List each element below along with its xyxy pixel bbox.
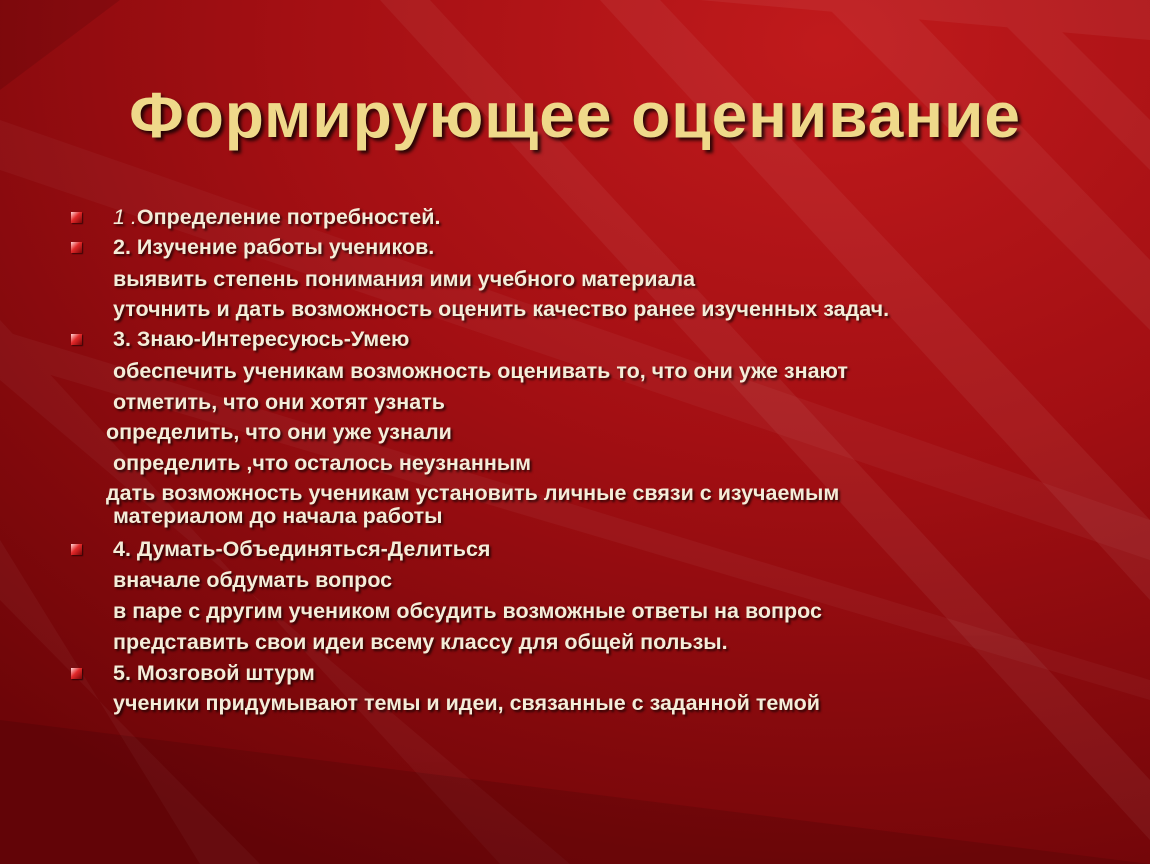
sub-item: вначале обдумать вопрос <box>113 568 393 592</box>
bullet-marker-4 <box>71 544 82 555</box>
sub-item: в паре с другим учеником обсудить возможные ответы на вопрос <box>113 599 822 623</box>
bullet-marker-3 <box>71 334 82 345</box>
bullet-item-2: 2. Изучение работы учеников. <box>113 235 435 259</box>
sub-item: уточнить и дать возможность оценить качество ранее изученных задач. <box>113 297 890 321</box>
sub-item: обеспечить ученикам возможность оценивать то, что они уже знают <box>113 359 848 383</box>
bullet-marker-5 <box>71 668 82 679</box>
sub-item: выявить степень понимания ими учебного материала <box>113 267 696 291</box>
bullet-text: Определение потребностей. <box>136 205 441 229</box>
bullet-number: 1 . <box>113 205 137 229</box>
slide-title: Формирующее оценивание <box>129 79 1021 151</box>
bullet-item-4: 4. Думать-Объединяться-Делиться <box>113 537 491 561</box>
sub-item: отметить, что они хотят узнать <box>113 390 445 414</box>
bullet-marker-1 <box>71 212 82 223</box>
bullet-item-5: 5. Мозговой штурм <box>113 661 315 685</box>
sub-item: дать возможность ученикам установить личные связи с изучаемым <box>106 481 840 505</box>
sub-item: определить ,что осталось неузнанным <box>113 451 532 475</box>
sub-item-continuation: материалом до начала работы <box>113 504 443 528</box>
sub-item: представить свои идеи всему классу для общей пользы. <box>113 630 728 654</box>
bullet-marker-2 <box>71 242 82 253</box>
bullet-item-1 <box>113 205 440 229</box>
sub-item: определить, что они уже узнали <box>106 420 452 444</box>
sub-item: ученики придумывают темы и идеи, связанные с заданной темой <box>113 691 821 715</box>
bullet-item-3: 3. Знаю-Интересуюсь-Умею <box>113 327 410 351</box>
